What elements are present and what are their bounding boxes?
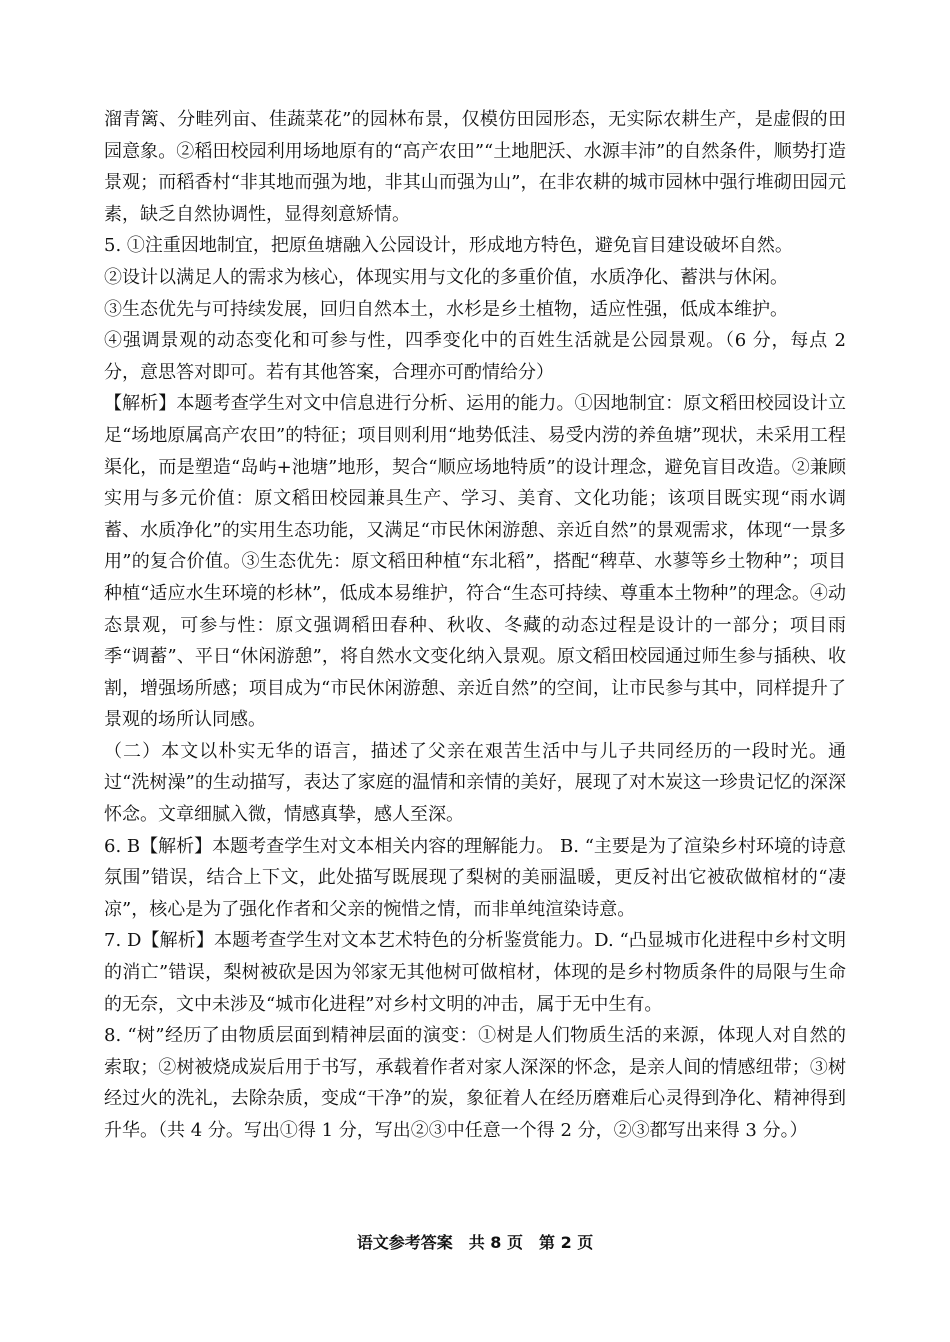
answer-key-body xyxy=(104,104,846,1147)
answer-5-point-2: ②设计以满足人的需求为核心，体现实用与文化的多重价值，水质净化、蓄洪与休闲。 xyxy=(104,266,788,288)
answer-6: 6. B【解析】本题考查学生对文本相关内容的理解能力。 B. “主要是为了渲染乡村环境的诗意氛围”错误，结合上下文，此处描写既展现了梨树的美丽温暖，更反衬出它被砍做棺材的“凄凉”，核心是为了强化作者和父亲的惋惜之情，而非单纯渲染诗意。 xyxy=(104,835,846,920)
answer-5-point-4: ④强调景观的动态变化和可参与性，四季变化中的百姓生活就是公园景观。（6 分，每点 2 分，意思答对即可。若有其他答案，合理亦可酌情给分） xyxy=(104,330,846,383)
answer-8: 8. “树”经历了由物质层面到精神层面的演变：①树是人们物质生活的来源，体现人对自然的索取；②树被烧成炭后用于书写，承载着作者对家人深深的怀念，是亲人间的情感纽带；③树经过火的洗礼，去除杂质，变成“干净”的炭，象征着人在经历磨难后心灵得到净化、精神得到升华。（共 4 分。写出①得 1 分，写出②③中任意一个得 2 分，②③都写出来得 3 分。） xyxy=(104,1025,846,1141)
section-2-summary: （二）本文以朴实无华的语言，描述了父亲在艰苦生活中与儿子共同经历的一段时光。通过“洗树澡”的生动描写，表达了家庭的温情和亲情的美好，展现了对木炭这一珍贵记忆的深深怀念。文章细腻入微，情感真挚，感人至深。 xyxy=(104,740,846,826)
page-footer: 语文参考答案 共 8 页 第 2 页 xyxy=(356,1233,594,1252)
answer-5-point-3: ③生态优先与可持续发展，回归自然本土，水杉是乡土植物，适应性强，低成本维护。 xyxy=(104,298,788,320)
answer-5-analysis: 【解析】本题考查学生对文中信息进行分析、运用的能力。①因地制宜：原文稻田校园设计立足“场地原属高产农田”的特征；项目则利用“地势低洼、易受内涝的养鱼塘”现状，未采用工程渠化，而是塑造“岛屿+池塘”地形，契合“顺应场地特质”的设计理念，避免盲目改造。②兼顾实用与多元价值：原文稻田校园兼具生产、学习、美育、文化功能；该项目既实现“雨水调蓄、水质净化”的实用生态功能，又满足“市民休闲游憩、亲近自然”的景观需求，体现“一景多用”的复合价值。③生态优先：原文稻田种植“东北稻”，搭配“稗草、水蓼等乡土物种”；项目种植“适应水生环境的杉林”，低成本易维护，符合“生态可持续、尊重本土物种”的理念。④动态景观，可参与性：原文强调稻田春种、秋收、冬藏的动态过程是设计的一部分；项目雨季“调蓄”、平日“休闲游憩”，将自然水文变化纳入景观。原文稻田校园通过师生参与插秧、收割，增强场所感；项目成为“市民休闲游憩、亲近自然”的空间，让市民参与其中，同样提升了景观的场所认同感。 xyxy=(104,393,846,731)
answer-7: 7. D【解析】本题考查学生对文本艺术特色的分析鉴赏能力。D. “凸显城市化进程中乡村文明的消亡”错误，梨树被砍是因为邻家无其他树可做棺材，体现的是乡村物质条件的局限与生命的无奈，文中未涉及“城市化进程”对乡村文明的冲击，属于无中生有。 xyxy=(104,930,846,1015)
paragraph-garden-comparison: 溜青篱、分畦列亩、佳蔬菜花”的园林布景，仅模仿田园形态，无实际农耕生产，是虚假的田园意象。②稻田校园利用场地原有的“高产农田”“土地肥沃、水源丰沛”的自然条件，顺势打造景观；而稻香村“非其地而强为地，非其山而强为山”，在非农耕的城市园林中强行堆砌田园元素，缺乏自然协调性，显得刻意矫情。 xyxy=(104,109,846,225)
answer-5-point-1: 5. ①注重因地制宜，把原鱼塘融入公园设计，形成地方特色，避免盲目建设破坏自然。 xyxy=(104,235,793,257)
